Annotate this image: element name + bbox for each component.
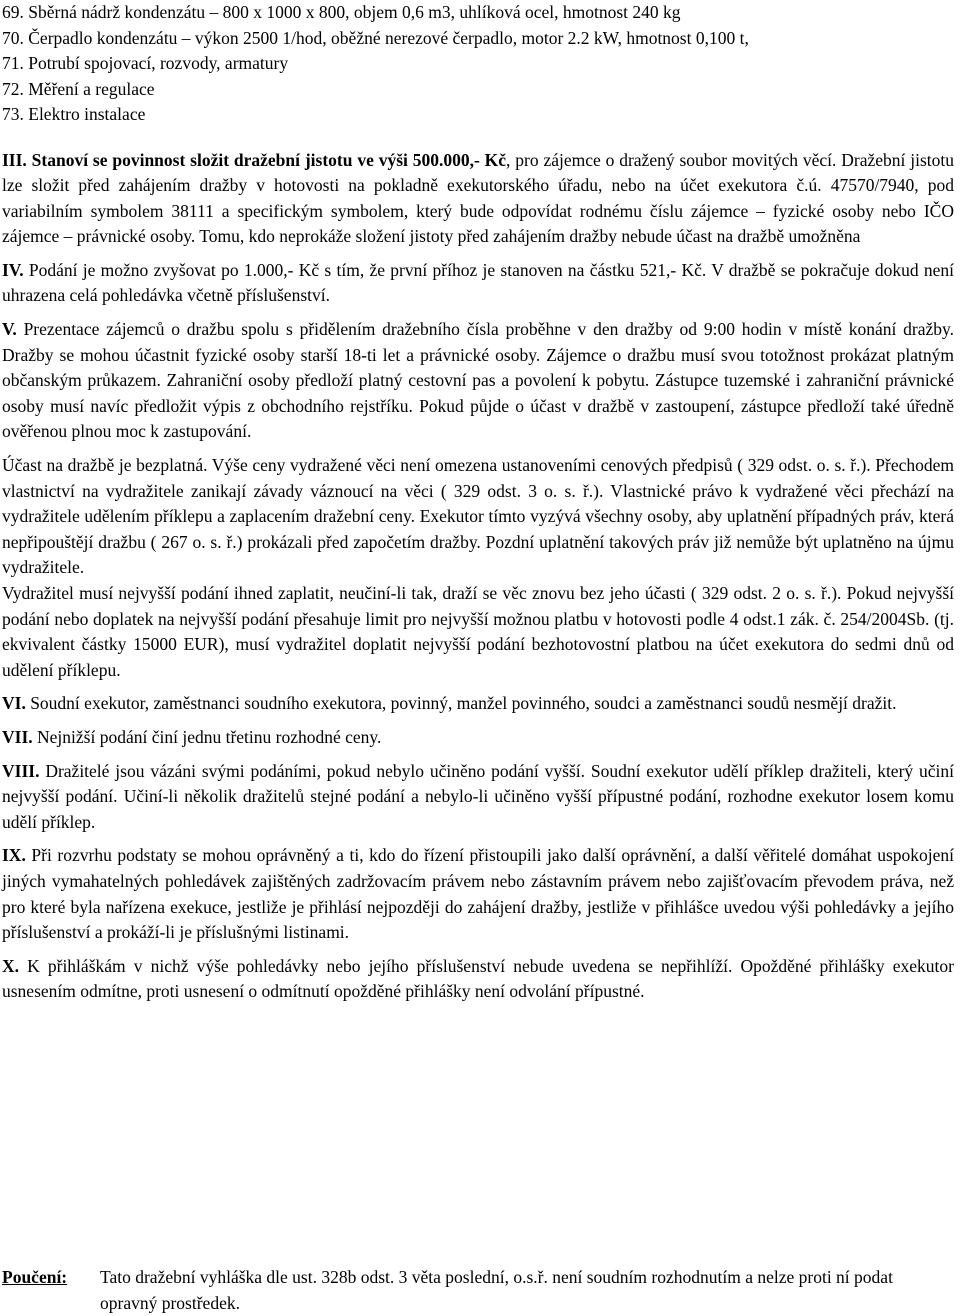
list-item: 72. Měření a regulace [2,78,155,99]
paragraph-ucast: Účast na dražbě je bezplatná. Výše ceny vydražené věci není omezena ustanoveními cenových předpisů ( 329 odst. o. s. ř.). Přechodem vlastnictví na vydražitele zanikají závady váznoucí na věci ( 329 odst. 3 o. s. ř.). Vlastnické právo k vydražené věci přechází na vydražitele udělením příklepu a zaplacením dražební ceny. Exekutor tímto vyzývá všechny osoby, aby uplatnění případných práv, která nepřipouštějí dražbu ( 267 o. s. ř.) prokázali před započetím dražby. Pozdní uplatnění takových práv již nemůže být uplatněno na újmu vydražitele. [2,455,954,578]
section-x-text: K přihláškám v nichž výše pohledávky nebo jejího příslušenství nebude uvedena se nepřihlíží. Opožděné přihlášky exekutor usnesením odmítne, proti usnesení o odmítnutí opožděné přihlášky není odvolání přípustné. [2,955,954,1002]
section-viii [2,759,954,836]
section-number: VIII. [2,760,40,781]
section-x [2,954,954,1005]
section-ix-text: Při rozvrhu podstaty se mohou oprávněný a ti, kdo do řízení přistoupili jako další oprávnění, a další věřitelé domáhat uspokojení jiných vymahatelných pohledávek zajištěných zadržovacím právem nebo zástavním právem nebo zajišťovacím převodem práva, než pro které byla nařízena exekuce, jestliže je přihlásí nejpozději do zahájení dražby, jestliže v přihlášce uvedou výši pohledávky a jejího příslušenství a prokáží-li je příslušnými listinami. [2,845,955,943]
section-number: VII. [2,726,33,747]
section-number: IX. [2,845,26,866]
paragraph-vydrazitel: Vydražitel musí nejvyšší podání ihned zaplatit, neučiní-li tak, draží se věc znovu bez jeho účasti ( 329 odst. 2 o. s. ř.). Pokud nejvyšší podání nebo doplatek na nejvyšší podání přesahuje limit pro nejvyšší možnou platbu v hotovosti podle 4 odst.1 zák. č. 254/2004Sb. (tj. ekvivalent částky 15000 EUR), musí vydražitel doplatit nejvyšší podání bezhotovostní platbou na účet exekutora do sedmi dnů od udělení příklepu. [2,583,954,680]
section-vi [2,691,954,717]
list-item: 73. Elektro instalace [2,104,146,124]
list-item: 69. Sběrná nádrž kondenzátu – 800 x 1000 x 800, objem 0,6 m3, uhlíková ocel, hmotnost 240 kg [2,2,681,22]
section-number: IV. [2,259,24,280]
section-ix [2,843,954,945]
section-iv-text: Podání je možno zvyšovat po 1.000,- Kč s tím, že první příhoz je stanoven na částku 521,- Kč. V dražbě se pokračuje dokud není uhrazena celá pohledávka včetně příslušenství. [2,259,955,306]
section-vii-text: Nejnižší podání činí jednu třetinu rozhodné ceny. [37,726,382,747]
pouceni-text: Tato dražební vyhláška dle ust. 328b odst. 3 věta poslední, o.s.ř. není soudním rozhodnutím a nelze proti ní podat opravný prostředek. [100,1267,893,1313]
section-iii-text: , pro zájemce o dražený soubor movitých věcí. Dražební jistotu lze složit před zahájením dražby v hotovosti na pokladně exekutorského úřadu, nebo na účet exekutora č.ú. 47570/7940, pod variabilním symbolem 38111 a specifickým symbolem, který bude odpovídat rodnému číslu zájemce – fyzické osoby nebo IČO zájemce – právnické osoby. Tomu, kdo neprokáže složení jistoty před zahájením dražby nebude účast na dražbě umožněna [2,149,955,247]
section-number: VI. [2,693,26,714]
pouceni-label: Poučení: [2,1267,68,1287]
section-v [2,317,954,445]
list-item: 71. Potrubí spojovací, rozvody, armatury [2,53,289,73]
section-number: V. [2,319,17,340]
list-item: 70. Čerpadlo kondenzátu – výkon 2500 1/hod, oběžné nerezové čerpadlo, motor 2.2 kW, hmotnost 0,100 t, [2,27,749,48]
section-number: III. [2,149,27,170]
section-vi-text: Soudní exekutor, zaměstnanci soudního exekutora, povinný, manžel povinného, soudci a zaměstnanci soudů nesmějí dražit. [30,693,897,714]
section-iv [2,258,954,309]
items-list [2,0,954,128]
section-iii [2,148,954,250]
section-viii-text: Dražitelé jsou vázáni svými podáními, pokud nebylo učiněno podání vyšší. Soudní exekutor udělí příklep dražiteli, který učiní nejvyšší podání. Učiní-li několik dražitelů stejné podání a nebylo-li učiněno vyšší přípustné podání, rozhodne exekutor losem komu udělí příklep. [2,760,955,832]
section-number: X. [2,955,20,976]
section-v-text: Prezentace zájemců o dražbu spolu s přidělením dražebního čísla proběhne v den dražby od 9:00 hodin v místě konání dražby. Dražby se mohou účastnit fyzické osoby starší 18-ti let a právnické osoby. Zájemce o dražbu musí svou totožnost prokázat platným občanským průkazem. Zahraniční osoby předloží platný cestovní pas a povolení k pobytu. Zástupce tuzemské i zahraniční právnické osoby musí navíc předložit výpis z obchodního rejstříku. Pokud půjde o účast v dražbě v zastoupení, zástupce předloží také úředně ověřenou plnou moc k zastupování. [2,319,954,442]
section-iii-bold: Stanoví se povinnost složit dražební jistotu ve výši 500.000,- Kč [31,149,507,170]
section-vii [2,725,954,751]
